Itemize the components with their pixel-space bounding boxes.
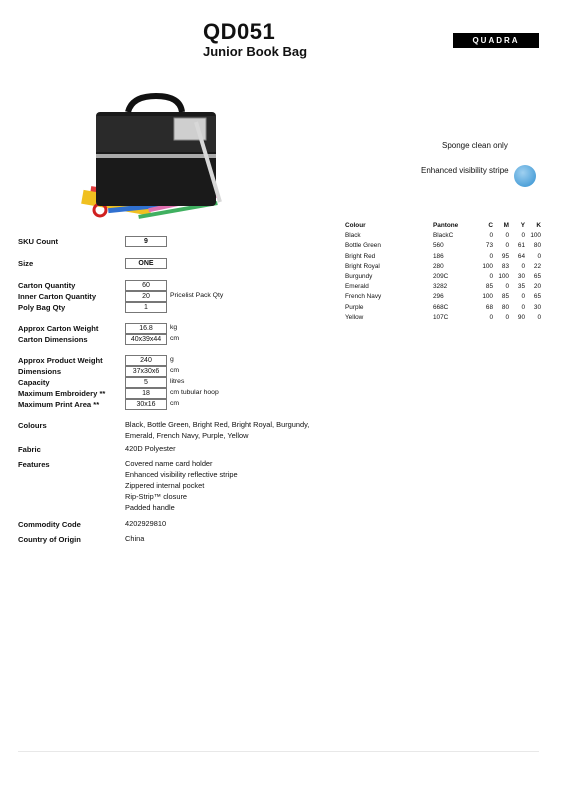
colour-table-row: [345, 282, 541, 292]
cmyk-m: 85: [501, 293, 509, 301]
cmyk-y: 0: [521, 293, 525, 301]
cmyk-m: 0: [505, 313, 509, 321]
colours-value: Black, Bottle Green, Bright Red, Bright Royal, Burgundy, Emerald, French Navy, Purple, Yellow: [125, 420, 310, 440]
cmyk-k: 20: [533, 283, 541, 291]
product-weight-unit: g: [170, 356, 174, 363]
colour-name: French Navy: [345, 293, 382, 301]
feature-item: Padded handle: [125, 503, 175, 512]
product-name: Junior Book Bag: [203, 44, 308, 59]
colour-table-row: [345, 241, 541, 251]
cmyk-m: 100: [498, 273, 509, 281]
pantone-code: 560: [433, 242, 444, 250]
cmyk-m: 0: [505, 283, 509, 291]
inner-carton-quantity-value: 20: [125, 291, 167, 302]
care-instruction: Sponge clean only: [442, 141, 508, 150]
cmyk-k: 0: [537, 313, 541, 321]
poly-bag-qty-label: Poly Bag Qty: [18, 303, 66, 312]
cmyk-y: 35: [517, 283, 525, 291]
size-value: ONE: [125, 258, 167, 269]
max-print-area-unit: cm: [170, 400, 180, 407]
colour-table-header: [345, 221, 541, 231]
header-pantone: Pantone: [433, 222, 459, 229]
colour-name: Bottle Green: [345, 242, 381, 250]
dimensions-value: 37x30x6: [125, 366, 167, 377]
feature-item: Rip-Strip™ closure: [125, 492, 188, 501]
header-y: Y: [520, 222, 525, 229]
size-label: Size: [18, 259, 34, 268]
carton-weight-unit: kg: [170, 324, 178, 331]
cmyk-c: 0: [489, 273, 493, 281]
cmyk-k: 80: [533, 242, 541, 250]
inner-carton-quantity-label: Inner Carton Quantity: [18, 292, 97, 301]
max-embroidery-unit: cm tubular hoop: [170, 389, 219, 396]
poly-bag-qty-value: 1: [125, 302, 167, 313]
cmyk-k: 22: [533, 262, 541, 270]
cmyk-y: 0: [521, 303, 525, 311]
colour-table-row: [345, 252, 541, 262]
sku-count-value: 9: [125, 236, 167, 247]
dimensions-label: Dimensions: [18, 367, 62, 376]
cmyk-y: 64: [517, 252, 525, 260]
cmyk-c: 85: [485, 283, 493, 291]
pantone-code: 186: [433, 252, 444, 260]
colour-table-row: [345, 292, 541, 302]
colour-name: Black: [345, 232, 361, 240]
cmyk-k: 65: [533, 293, 541, 301]
cmyk-c: 100: [482, 262, 493, 270]
features-list: [125, 459, 238, 514]
care-stripe-label: Enhanced visibility stripe: [421, 166, 509, 175]
capacity-unit: litres: [170, 378, 185, 385]
capacity-label: Capacity: [18, 378, 50, 387]
dimensions-unit: cm: [170, 367, 180, 374]
cmyk-y: 0: [521, 232, 525, 240]
feature-item: Zippered internal pocket: [125, 481, 205, 490]
pantone-code: 668C: [433, 303, 449, 311]
cmyk-k: 30: [533, 303, 541, 311]
carton-weight-value: 16.8: [125, 323, 167, 334]
colour-table-row: [345, 303, 541, 313]
cmyk-y: 90: [517, 313, 525, 321]
cmyk-c: 68: [485, 303, 493, 311]
carton-quantity-label: Carton Quantity: [18, 281, 76, 290]
features-label: Features: [18, 460, 50, 469]
cmyk-c: 0: [489, 232, 493, 240]
cmyk-y: 30: [517, 273, 525, 281]
colour-table: [345, 221, 541, 323]
cmyk-k: 100: [530, 232, 541, 240]
colour-name: Purple: [345, 303, 364, 311]
pantone-code: 209C: [433, 273, 449, 281]
fabric-label: Fabric: [18, 445, 41, 454]
cmyk-c: 100: [482, 293, 493, 301]
max-embroidery-label: Maximum Embroidery **: [18, 389, 106, 398]
sku-count-label: SKU Count: [18, 237, 59, 246]
cmyk-m: 0: [505, 232, 509, 240]
cmyk-m: 0: [505, 242, 509, 250]
pantone-code: 107C: [433, 313, 449, 321]
country-of-origin-value: China: [125, 534, 145, 543]
pantone-code: 3282: [433, 283, 448, 291]
carton-weight-label: Approx Carton Weight: [18, 324, 99, 333]
max-print-area-value: 30x16: [125, 399, 167, 410]
country-of-origin-label: Country of Origin: [18, 535, 81, 544]
colour-table-row: [345, 313, 541, 323]
commodity-code-label: Commodity Code: [18, 520, 81, 529]
max-embroidery-value: 18: [125, 388, 167, 399]
carton-quantity-value: 60: [125, 280, 167, 291]
product-image: [78, 92, 230, 228]
carton-dimensions-value: 40x39x44: [125, 334, 167, 345]
cmyk-m: 80: [501, 303, 509, 311]
inner-carton-quantity-unit: Pricelist Pack Qty: [170, 292, 224, 299]
carton-dimensions-label: Carton Dimensions: [18, 335, 88, 344]
commodity-code-value: 4202929810: [125, 519, 167, 528]
max-print-area-label: Maximum Print Area **: [18, 400, 100, 409]
fabric-value: 420D Polyester: [125, 444, 176, 453]
feature-item: Enhanced visibility reflective stripe: [125, 470, 238, 479]
footer-divider: [18, 751, 539, 752]
cmyk-k: 0: [537, 252, 541, 260]
visibility-stripe-icon: [514, 165, 536, 187]
colours-label: Colours: [18, 421, 47, 430]
colour-name: Yellow: [345, 313, 364, 321]
header-c: C: [488, 222, 493, 229]
header-m: M: [503, 222, 509, 229]
pantone-code: 296: [433, 293, 444, 301]
cmyk-c: 0: [489, 252, 493, 260]
colour-table-row: [345, 231, 541, 241]
product-weight-value: 240: [125, 355, 167, 366]
pantone-code: 280: [433, 262, 444, 270]
colour-table-row: [345, 272, 541, 282]
header-k: K: [536, 222, 541, 229]
feature-item: Covered name card holder: [125, 459, 213, 468]
colour-name: Bright Red: [345, 252, 376, 260]
cmyk-m: 83: [501, 262, 509, 270]
brand-logo: QUADRA: [453, 33, 539, 48]
cmyk-y: 61: [517, 242, 525, 250]
carton-dimensions-unit: cm: [170, 335, 180, 342]
cmyk-k: 65: [533, 273, 541, 281]
colour-name: Emerald: [345, 283, 369, 291]
capacity-value: 5: [125, 377, 167, 388]
colour-table-row: [345, 262, 541, 272]
cmyk-y: 0: [521, 262, 525, 270]
pantone-code: BlackC: [433, 232, 454, 240]
colour-name: Bright Royal: [345, 262, 380, 270]
colour-name: Burgundy: [345, 273, 373, 281]
cmyk-m: 95: [501, 252, 509, 260]
header-colour: Colour: [345, 222, 366, 229]
product-code: QD051: [203, 19, 276, 44]
cmyk-c: 0: [489, 313, 493, 321]
product-weight-label: Approx Product Weight: [18, 356, 103, 365]
cmyk-c: 73: [485, 242, 493, 250]
